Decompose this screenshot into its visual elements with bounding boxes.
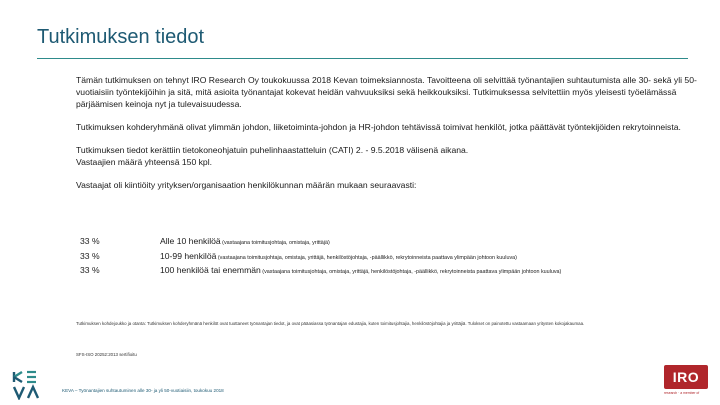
footer-text: KEVA – Työnantajien suhtautuminen alle 30- ja yli 50-vuotiaisiin, toukokuu 2018 <box>62 388 224 393</box>
quota-list <box>80 235 561 279</box>
quota-row <box>80 250 561 265</box>
quota-percent: 33 % <box>80 265 100 275</box>
quota-intro-paragraph: Vastaajat oli kiintiöity yrityksen/organisaation henkilökunnan määrän mukaan seuraavasti: <box>76 180 417 190</box>
methodology-footnote: Tutkimuksen kohdejoukko ja otanta: Tutkimuksen kohderyhmänä henkilöt ovat tuottaneet työnantajan tiedot, ja ovat pääasiassa työnantajan edustajia, kuten toimitusjohtajia, henkilöstöjohtajia ja yrittäjiä. Tulokset on painotettu vastaamaan yritysten kokojakaumaa. <box>76 321 585 326</box>
data-collection-paragraph: Tutkimuksen tiedot kerättiin tietokoneohjatuin puhelinhaastatteluin (CATI) 2. - 9.5.2018 välisenä aikana. Vastaajien määrä yhteensä 150 kpl. <box>76 145 469 167</box>
iro-logo-tagline: research · a member of <box>664 391 700 395</box>
title-divider <box>37 58 688 59</box>
quota-row <box>80 235 561 250</box>
quota-size: Alle 10 henkilöä <box>160 236 221 246</box>
target-group-paragraph: Tutkimuksen kohderyhmänä olivat ylimmän johdon, liiketoiminta-johdon ja HR-johdon tehtävissä toimivat henkilöt, jotka päättävät työntekijöiden rekrytoinneista. <box>76 122 681 132</box>
quota-percent: 33 % <box>80 250 100 261</box>
intro-paragraph: Tämän tutkimuksen on tehnyt IRO Research Oy toukokuussa 2018 Kevan toimeksiannosta. Tavoitteena oli selvittää työnantajien suhtautumista alle 30- sekä yli 50-vuotiaisiin työntekijöihin ja sitä, mitä asioita työnantajat kokevat heidän vahvuuksiksi sekä heikkouksiksi. Tutkimuksessa selvitettiin myös yleisesti työelämässä pärjäämisen keinoja nyt ja tulevaisuudessa. <box>76 75 697 109</box>
page-title: Tutkimuksen tiedot <box>37 26 205 48</box>
certification-note: SFS-ISO 20252:2013 sertifioitu <box>76 352 137 357</box>
iro-logo <box>664 365 712 399</box>
iro-logo-mark: IRO <box>664 365 708 389</box>
keva-logo <box>10 370 56 400</box>
quota-roles: (vastaajana toimitusjohtaja, omistaja, yrittäjä, henkilöstöjohtaja, -päällikkö, rekrytoinneista paattava ylimpään johtoon kuuluva) <box>260 269 562 275</box>
quota-roles: (vastaajana toimitusjohtaja, omistaja, yrittäjä, henkilöstöjohtaja, -päällikkö, rekrytoinneista paattava ylimpään johtoon kuuluva) <box>216 254 517 261</box>
body-text <box>76 74 702 202</box>
quota-size: 100 henkilöä tai enemmän <box>160 265 261 275</box>
quota-size: 10-99 henkilöä <box>160 250 217 261</box>
quota-roles: (vastaajana toimitusjohtaja, omistaja, yrittäjä) <box>220 240 330 246</box>
quota-percent: 33 % <box>80 236 100 246</box>
quota-row <box>80 264 561 279</box>
